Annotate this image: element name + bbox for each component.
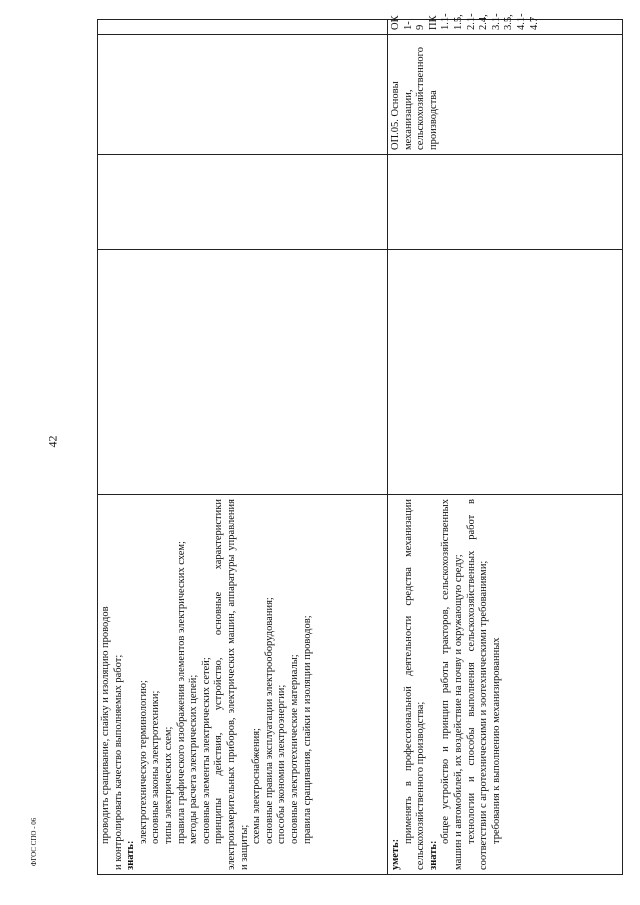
- requirements-list: [100, 499, 314, 870]
- requirement-line: общее устройство и принцип работы тракторов, сельскохозяйственных машин и автомобилей, их воздействие на почву и окружающую среду;: [440, 499, 464, 870]
- requirement-line: проводить сращивание, спайку и изоляцию проводов: [100, 606, 111, 844]
- empty-cell: [98, 20, 388, 35]
- requirement-line: типы электрических схем;: [162, 726, 174, 844]
- requirement-line: схемы электроснабжения;: [251, 728, 263, 844]
- table-row: [98, 20, 388, 875]
- curriculum-table: [97, 13, 623, 875]
- requirement-line: основные электротехнические материалы;: [288, 654, 300, 844]
- section-heading: знать:: [427, 840, 439, 870]
- discipline-name: ОП.05. Основы механизации, сельскохозяйственного производства: [390, 47, 439, 150]
- requirement-line: правила графического изображения элементов электрических схем;: [175, 541, 187, 844]
- requirements-list: [390, 499, 503, 870]
- section-heading: уметь:: [390, 838, 401, 870]
- competence-cell: [388, 13, 623, 35]
- requirement-line: основные элементы электрических сетей;: [200, 657, 212, 844]
- table-row: [388, 20, 623, 875]
- requirements-cell: [388, 495, 623, 875]
- requirement-line: основные законы электротехники;: [150, 690, 162, 844]
- empty-cell: [98, 155, 388, 250]
- page-number: 42: [45, 435, 60, 448]
- requirement-line: технологии и способы выполнения сельскохозяйственных работ в соответствии с агротехническими и зоотехническими требованиями;: [465, 499, 490, 870]
- requirement-line: методы расчета электрических цепей;: [188, 674, 200, 844]
- empty-cell: [98, 35, 388, 155]
- section-heading: знать:: [125, 840, 137, 870]
- rotated-table-wrapper: [97, 13, 622, 875]
- requirement-line: и контролировать качество выполняемых работ;: [112, 654, 124, 870]
- requirement-line: способы экономии электроэнергии;: [276, 684, 288, 844]
- competence-code: ОК 1-9: [390, 15, 427, 30]
- requirement-line: применять в профессиональной деятельности средства механизации сельскохозяйственного производства;: [402, 499, 427, 870]
- empty-cell: [388, 250, 623, 495]
- requirement-line: требования к выполнению механизированных: [490, 637, 502, 844]
- discipline-cell: [388, 35, 623, 155]
- requirements-cell: [98, 495, 388, 875]
- footer-code: ФГОС СПО - 06: [30, 817, 38, 867]
- requirement-line: правила сращивания, спайки и изоляции проводов;: [301, 615, 313, 844]
- empty-cell: [388, 155, 623, 250]
- requirement-line: основные правила эксплуатации электрооборудования;: [263, 597, 275, 844]
- competence-code: ПК 1.1-1.5, 2.1-2.4, 3.1-3.5, 4.1-4.7: [427, 13, 540, 30]
- requirement-line: электротехническую терминологию;: [137, 680, 149, 844]
- empty-cell: [98, 250, 388, 495]
- requirement-line: принципы действия, устройство, основные характеристики электроизмерительных приборов, электрических машин, аппаратуры управления и защиты;: [213, 499, 250, 870]
